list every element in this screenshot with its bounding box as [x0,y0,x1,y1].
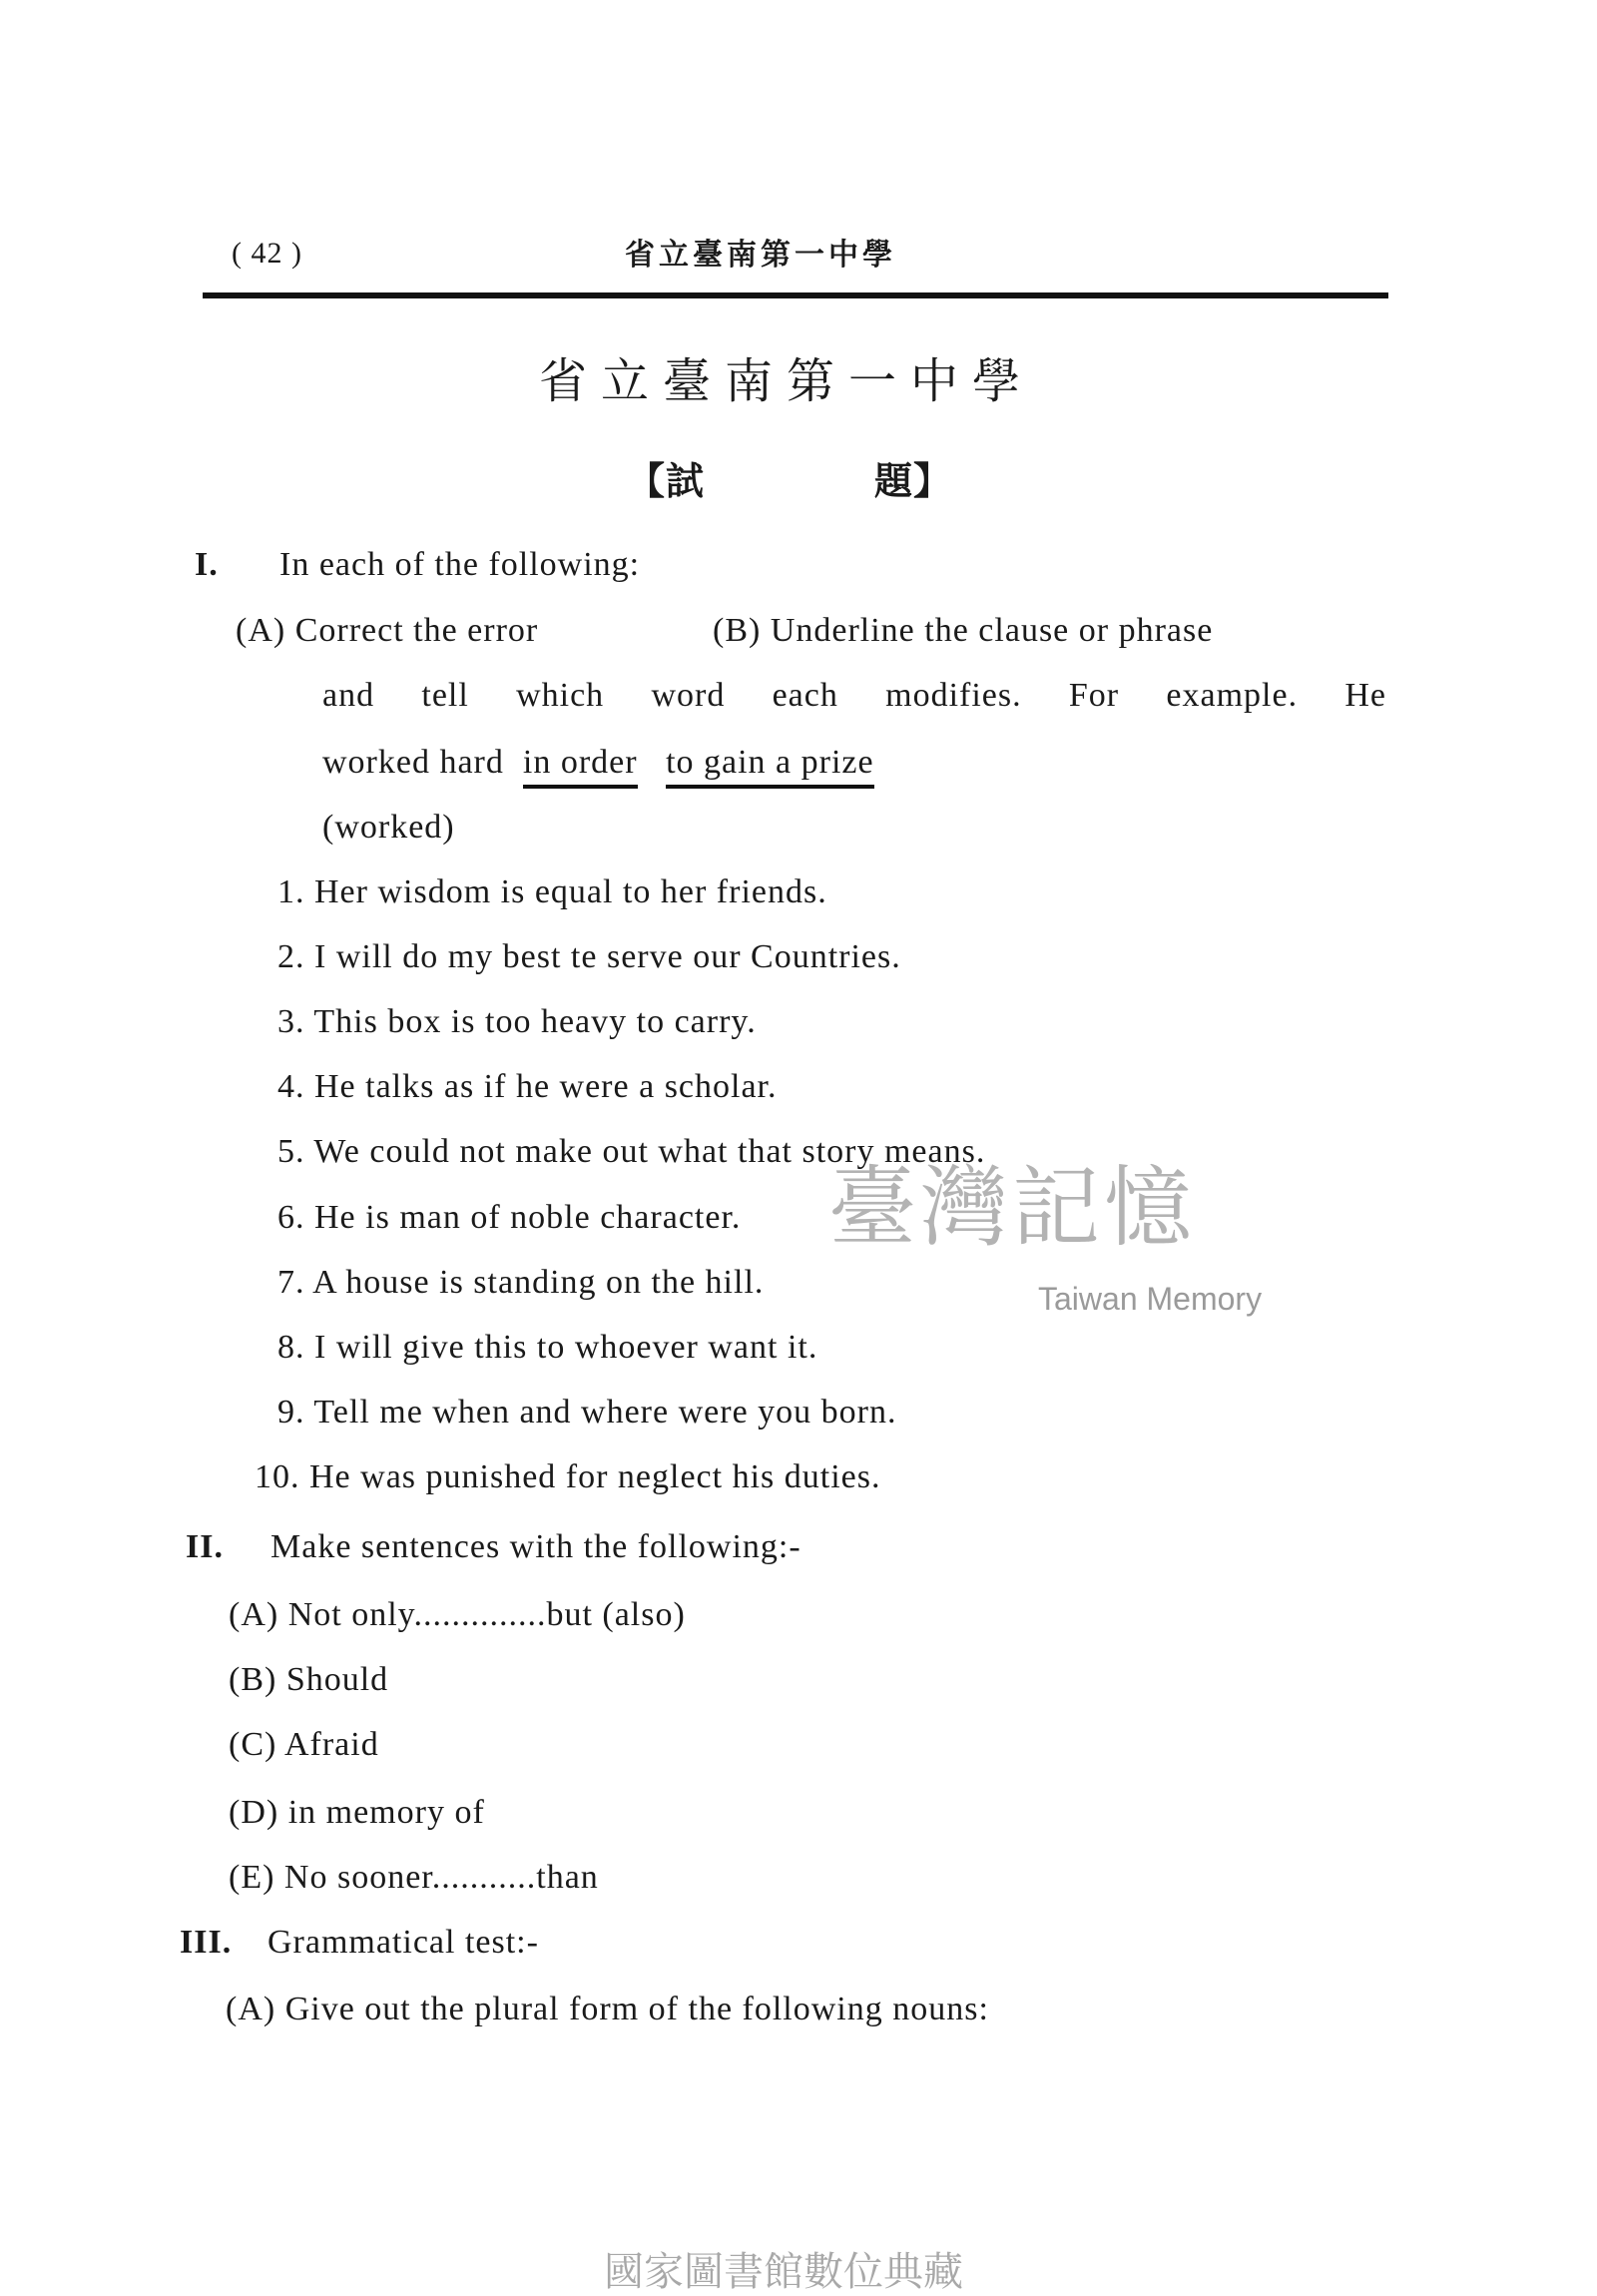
section3-numeral: III. [180,1924,233,1961]
item-text: Give out the plural form of the following nouns: [284,1991,989,2027]
section1-numeral: I. [195,546,219,583]
subtitle-right: 題】 [874,459,953,503]
instruction-line2: and tell which word each modifies. For example. He [322,677,1386,714]
item-text: We could not make out what that story means. [313,1133,986,1170]
section2-heading: Make sentences with the following:- [270,1528,801,1565]
item-text: He was punished for neglect his duties. [309,1458,881,1495]
section1-heading: In each of the following: [279,546,641,583]
running-title: 省立臺南第一中學 [625,238,896,273]
item-number: 8. [277,1329,305,1366]
item-7 [277,1263,764,1303]
item-label: (A) [229,1596,279,1633]
item-3 [277,1002,757,1042]
example-answer: (worked) [322,809,455,846]
item-label: (B) [229,1661,277,1698]
item-label: (C) [229,1726,277,1763]
item-text: He is man of noble character. [314,1199,742,1236]
item-text: Tell me when and where were you born. [313,1394,897,1431]
example-underline-2: to gain a prize [666,744,874,789]
item-text: in memory of [287,1794,485,1831]
item-2 [277,937,901,977]
section3-heading: Grammatical test:- [267,1924,539,1961]
item-number: 1. [277,873,305,910]
item-text: Afraid [283,1726,379,1763]
item-text: Her wisdom is equal to her friends. [314,873,827,910]
item-1 [277,872,827,912]
item-number: 6. [277,1199,305,1236]
section2-item-b [229,1660,388,1700]
item-number: 3. [277,1003,305,1040]
item-number: 7. [277,1264,305,1301]
item-8 [277,1328,817,1368]
item-6 [277,1198,741,1238]
subtitle-left: 【試 [627,459,706,503]
item-text: He talks as if he were a scholar. [314,1068,778,1105]
item-4 [277,1067,778,1107]
watermark-english: Taiwan Memory [1038,1281,1263,1317]
item-number: 4. [277,1068,305,1105]
header-rule [203,292,1388,298]
item-number: 2. [277,938,305,975]
item-label: (D) [229,1794,279,1831]
item-text: No sooner...........than [283,1859,599,1896]
section3-item-a [226,1990,989,2029]
instruction-b: (B) Underline the clause or phrase [713,612,1214,649]
item-number: 9. [277,1394,305,1431]
example-underline-1: in order [523,744,638,789]
section2-item-e [229,1858,599,1898]
item-label: (E) [229,1859,275,1896]
item-number: 5. [277,1133,305,1170]
item-text: I will do my best te serve our Countries. [314,938,901,975]
section2-item-d [229,1793,485,1833]
item-text: Not only..............but (also) [287,1596,686,1633]
instruction-a: (A) Correct the error [236,612,539,649]
page-number: ( 42 ) [232,237,302,270]
item-number: 10. [255,1458,300,1495]
section2-numeral: II. [186,1528,224,1565]
item-9 [277,1393,896,1433]
footer-watermark: 國家圖書館數位典藏 [604,2249,963,2295]
page-title: 省立臺南第一中學 [539,353,1035,409]
section2-item-c [229,1725,379,1765]
watermark-chinese: 臺灣記憶 [828,1156,1197,1259]
item-10 [255,1457,881,1497]
item-text: A house is standing on the hill. [312,1264,765,1301]
item-label: (A) [226,1991,276,2027]
section2-item-a [229,1595,686,1635]
item-text: I will give this to whoever want it. [314,1329,818,1366]
item-text: Should [285,1661,389,1698]
example-text: worked hard [322,744,504,781]
example-line [322,743,874,783]
item-text: This box is too heavy to carry. [313,1003,757,1040]
